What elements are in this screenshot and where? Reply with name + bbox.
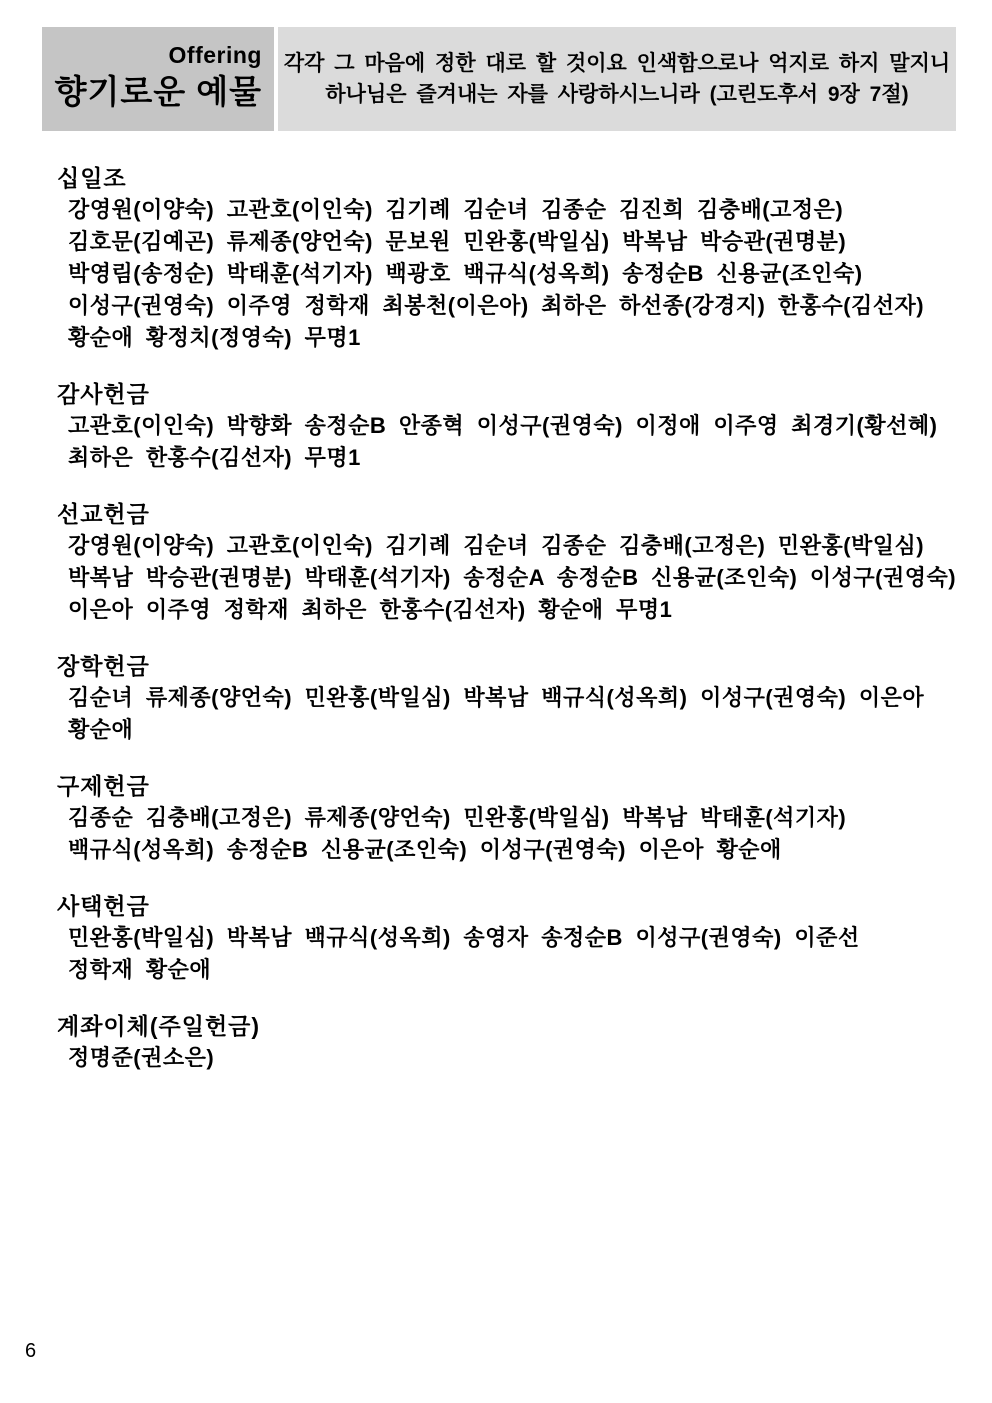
names-line: 백규식(성옥희) 송정순B 신용균(조인숙) 이성구(권영숙) 이은아 황순애 — [68, 837, 782, 862]
names-line: 민완홍(박일심) 박복남 백규식(성옥희) 송영자 송정순B 이성구(권영숙) 이준선 — [68, 925, 860, 950]
names-line: 이은아 이주영 정학재 최하은 한홍수(김선자) 황순애 무명1 — [68, 597, 673, 622]
scripture-verse-box — [278, 27, 956, 131]
offering-header — [42, 27, 956, 131]
names-line: 정명준(권소은) — [68, 1045, 215, 1070]
page-number: 6 — [25, 1340, 37, 1362]
offering-sections — [57, 162, 957, 1098]
offering-section — [57, 498, 957, 626]
section-title: 계좌이체(주일헌금) — [57, 1013, 261, 1039]
offering-section — [57, 378, 957, 474]
names-line: 김순녀 류제종(양언숙) 민완홍(박일심) 박복남 백규식(성옥희) 이성구(권영숙) 이은아 — [68, 685, 925, 710]
section-title: 십일조 — [57, 165, 127, 191]
offering-section — [57, 770, 957, 866]
offering-section — [57, 890, 957, 986]
section-title: 구제헌금 — [57, 773, 150, 799]
names-line: 황순애 — [68, 717, 134, 742]
names-line: 김호문(김예곤) 류제종(양언숙) 문보원 민완홍(박일심) 박복남 박승관(권명분) — [68, 229, 847, 254]
names-line: 최하은 한홍수(김선자) 무명1 — [68, 445, 361, 470]
names-line: 강영원(이양숙) 고관호(이인숙) 김기례 김순녀 김종순 김진희 김충배(고정은) — [68, 197, 844, 222]
names-line: 정학재 황순애 — [68, 957, 212, 982]
names-line: 김종순 김충배(고정은) 류제종(양언숙) 민완홍(박일심) 박복남 박태훈(석기자) — [68, 805, 847, 830]
offering-english-label: Offering — [168, 42, 262, 68]
names-line: 이성구(권영숙) 이주영 정학재 최봉천(이은아) 최하은 하선종(강경지) 한홍수(김선자) — [68, 293, 925, 318]
offering-section — [57, 162, 957, 354]
offering-section — [57, 1010, 957, 1074]
section-title: 선교헌금 — [57, 501, 150, 527]
offering-korean-title: 향기로운 예물 — [54, 73, 262, 110]
names-line: 박복남 박승관(권명분) 박태훈(석기자) 송정순A 송정순B 신용균(조인숙) 이성구(권영숙) — [68, 565, 957, 590]
section-title: 사택헌금 — [57, 893, 150, 919]
offering-section — [57, 650, 957, 746]
scripture-verse-line1: 각각 그 마음에 정한 대로 할 것이요 인색함으로나 억지로 하지 말지니 — [283, 52, 951, 75]
names-line: 박영림(송정순) 박태훈(석기자) 백광호 백규식(성옥희) 송정순B 신용균(조인숙) — [68, 261, 863, 286]
scripture-verse-line2: 하나님은 즐겨내는 자를 사랑하시느니라 (고린도후서 9장 7절) — [325, 83, 909, 106]
section-title: 감사헌금 — [57, 381, 150, 407]
names-line: 강영원(이양숙) 고관호(이인숙) 김기례 김순녀 김종순 김충배(고정은) 민완홍(박일심) — [68, 533, 925, 558]
names-line: 황순애 황정치(정영숙) 무명1 — [68, 325, 361, 350]
offering-title-box — [42, 27, 274, 131]
names-line: 고관호(이인숙) 박향화 송정순B 안종혁 이성구(권영숙) 이정애 이주영 최경기(황선혜) — [68, 413, 938, 438]
section-title: 장학헌금 — [57, 653, 150, 679]
